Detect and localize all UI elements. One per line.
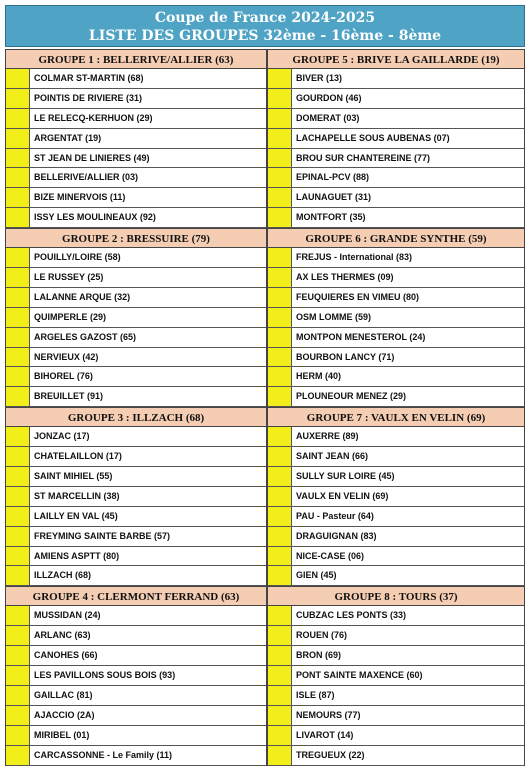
team-swatch [268,328,292,347]
team-name: MIRIBEL (01) [34,729,90,740]
team-row [6,208,266,228]
group-table [5,407,267,586]
team-row [6,348,266,368]
team-row [268,168,524,188]
team-row [6,367,266,387]
team-name: BIVER (13) [296,73,343,83]
document-header [5,5,525,47]
team-swatch [268,109,292,128]
team-row [268,69,524,89]
team-row [6,188,266,208]
team-name: AUXERRE (89) [296,431,359,442]
team-swatch [268,308,292,327]
team-name: BRON (69) [296,650,342,661]
team-swatch [6,129,30,148]
team-row [6,89,266,109]
groups-grid [5,49,525,766]
team-row [6,746,266,766]
team-swatch [268,149,292,168]
team-swatch [6,308,30,327]
group-title: GROUPE 8 : TOURS (37) [268,586,524,606]
team-swatch [268,268,292,287]
team-swatch [6,69,30,88]
team-row [268,89,524,109]
team-row [268,566,524,586]
team-swatch [268,248,292,267]
team-name: HERM (40) [296,371,342,382]
team-swatch [6,507,30,526]
team-swatch [268,507,292,526]
team-swatch [268,467,292,486]
team-swatch [6,487,30,506]
team-swatch [6,566,30,585]
team-swatch [268,89,292,108]
team-swatch [268,606,292,625]
team-name: POUILLY/LOIRE (58) [34,252,121,263]
team-name: LACHAPELLE SOUS AUBENAS (07) [296,132,450,143]
team-name: ARGENTAT (19) [34,132,102,143]
group-title: GROUPE 5 : BRIVE LA GAILLARDE (19) [268,49,524,69]
team-row [268,208,524,228]
team-swatch [268,208,292,227]
group-title: GROUPE 6 : GRANDE SYNTHE (59) [268,228,524,248]
team-swatch [268,566,292,585]
team-name: MUSSIDAN (24) [34,610,101,621]
team-row [268,626,524,646]
team-name: DRAGUIGNAN (83) [296,530,377,541]
team-name: SAINT MIHIEL (55) [34,471,113,482]
team-row [6,507,266,527]
team-row [268,447,524,467]
team-name: GOURDON (46) [296,92,362,103]
team-swatch [6,168,30,187]
team-row [268,149,524,169]
team-swatch [268,288,292,307]
team-name: LE RUSSEY (25) [34,272,104,283]
team-name: MONTFORT (35) [296,212,366,223]
team-row [6,288,266,308]
group-table [5,586,267,765]
team-name: SULLY SUR LOIRE (45) [296,471,395,482]
team-row [6,308,266,328]
team-swatch [6,427,30,446]
team-swatch [6,606,30,625]
team-row [6,168,266,188]
team-swatch [6,149,30,168]
team-swatch [268,348,292,367]
team-name: JONZAC (17) [34,431,90,442]
team-row [6,447,266,467]
team-name: GAILLAC (81) [34,689,93,700]
team-row [6,248,266,268]
team-swatch [6,706,30,725]
team-swatch [6,367,30,386]
team-name: FEUQUIERES EN VIMEU (80) [296,291,420,302]
team-swatch [268,666,292,685]
team-row [268,188,524,208]
team-name: CUBZAC LES PONTS (33) [296,610,407,621]
team-name: BOURBON LANCY (71) [296,351,395,362]
team-name: OSM LOMME (59) [296,311,372,322]
team-swatch [6,646,30,665]
team-swatch [268,367,292,386]
team-row [6,467,266,487]
team-row [268,427,524,447]
team-name: BELLERIVE/ALLIER (03) [34,172,139,183]
group-table [267,586,525,765]
team-swatch [6,387,30,406]
team-swatch [6,328,30,347]
team-name: MONTPON MENESTEROL (24) [296,331,426,342]
team-name: ST JEAN DE LINIERES (49) [34,152,150,163]
team-name: NEMOURS (77) [296,709,361,720]
team-row [268,686,524,706]
group-title: GROUPE 4 : CLERMONT FERRAND (63) [6,586,266,606]
team-swatch [6,726,30,745]
team-name: ST MARCELLIN (38) [34,490,120,501]
team-name: PAU - Pasteur (64) [296,510,374,521]
team-swatch [6,248,30,267]
team-swatch [268,188,292,207]
team-name: ILLZACH (68) [34,570,91,581]
team-row [268,487,524,507]
team-name: GIEN (45) [296,570,337,581]
team-swatch [268,527,292,546]
team-swatch [6,447,30,466]
team-name: COLMAR ST-MARTIN (68) [34,73,144,83]
team-row [6,626,266,646]
team-row [6,547,266,567]
team-row [6,646,266,666]
team-swatch [268,69,292,88]
team-row [6,566,266,586]
team-swatch [268,686,292,705]
team-swatch [268,646,292,665]
team-row [268,606,524,626]
team-row [6,686,266,706]
team-name: SAINT JEAN (66) [296,451,369,462]
team-row [268,527,524,547]
group-table [267,407,525,586]
team-name: LES PAVILLONS SOUS BOIS (93) [34,670,176,681]
team-name: NICE-CASE (06) [296,550,365,561]
group-title: GROUPE 2 : BRESSUIRE (79) [6,228,266,248]
team-swatch [6,109,30,128]
team-name: POINTIS DE RIVIERE (31) [34,92,143,103]
group-table [267,49,525,228]
team-name: LAUNAGUET (31) [296,192,372,203]
team-name: VAULX EN VELIN (69) [296,490,389,501]
team-name: PONT SAINTE MAXENCE (60) [296,670,423,681]
team-name: AMIENS ASPTT (80) [34,550,120,561]
team-swatch [6,467,30,486]
team-swatch [6,208,30,227]
team-swatch [268,387,292,406]
team-row [6,706,266,726]
group-title: GROUPE 7 : VAULX EN VELIN (69) [268,407,524,427]
team-swatch [268,427,292,446]
team-name: BIZE MINERVOIS (11) [34,192,126,203]
team-name: PLOUNEOUR MENEZ (29) [296,391,407,402]
team-row [268,467,524,487]
team-name: DOMERAT (03) [296,112,360,123]
team-row [268,706,524,726]
team-row [268,348,524,368]
team-row [268,387,524,407]
team-row [6,387,266,407]
team-swatch [6,547,30,566]
team-row [6,666,266,686]
team-row [268,746,524,766]
team-name: LAILLY EN VAL (45) [34,510,118,521]
team-name: ARGELES GAZOST (65) [34,331,137,342]
team-swatch [6,348,30,367]
team-swatch [268,626,292,645]
team-name: TREGUEUX (22) [296,749,365,760]
team-name: AJACCIO (2A) [34,709,95,720]
team-name: EPINAL-PCV (88) [296,172,370,183]
team-row [268,666,524,686]
team-swatch [268,447,292,466]
team-name: AX LES THERMES (09) [296,272,394,283]
team-swatch [268,746,292,765]
team-name: ARLANC (63) [34,630,91,641]
team-name: NERVIEUX (42) [34,351,99,362]
team-row [6,527,266,547]
team-swatch [6,686,30,705]
team-name: FREJUS - International (83) [296,252,413,263]
team-name: ROUEN (76) [296,630,348,641]
team-name: BROU SUR CHANTEREINE (77) [296,152,431,163]
team-row [6,427,266,447]
team-swatch [6,626,30,645]
team-swatch [6,288,30,307]
team-row [268,288,524,308]
team-name: LE RELECQ-KERHUON (29) [34,112,153,123]
team-swatch [6,746,30,765]
team-swatch [268,547,292,566]
team-row [268,726,524,746]
team-name: LIVAROT (14) [296,729,354,740]
team-swatch [268,706,292,725]
team-swatch [6,188,30,207]
team-row [268,268,524,288]
team-row [268,646,524,666]
document-subtitle: LISTE DES GROUPES 32ème - 16ème - 8ème [88,28,442,44]
team-row [6,606,266,626]
team-swatch [6,666,30,685]
team-name: ISLE (87) [296,689,335,700]
team-name: ISSY LES MOULINEAUX (92) [34,212,156,223]
team-swatch [6,89,30,108]
team-row [6,328,266,348]
team-row [6,487,266,507]
team-name: CHATELAILLON (17) [34,451,122,462]
document-title: Coupe de France 2024-2025 [154,10,376,26]
team-name: CARCASSONNE - Le Family (11) [34,749,173,760]
group-title: GROUPE 1 : BELLERIVE/ALLIER (63) [6,49,266,69]
team-swatch [268,726,292,745]
group-title: GROUPE 3 : ILLZACH (68) [6,407,266,427]
team-swatch [6,527,30,546]
team-row [268,129,524,149]
team-swatch [268,129,292,148]
team-row [268,507,524,527]
team-row [268,308,524,328]
team-name: CANOHES (66) [34,650,98,661]
team-name: FREYMING SAINTE BARBE (57) [34,530,171,541]
group-table [5,228,267,407]
team-row [6,109,266,129]
team-row [268,109,524,129]
team-swatch [268,168,292,187]
team-row [6,69,266,89]
team-row [6,129,266,149]
team-row [6,268,266,288]
group-table [5,49,267,228]
team-swatch [6,268,30,287]
team-row [6,726,266,746]
team-row [268,328,524,348]
team-name: LALANNE ARQUE (32) [34,291,131,302]
team-name: BIHOREL (76) [34,371,93,382]
group-table [267,228,525,407]
team-name: QUIMPERLE (29) [34,311,107,322]
team-row [6,149,266,169]
team-swatch [268,487,292,506]
team-row [268,248,524,268]
team-row [268,547,524,567]
team-name: BREUILLET (91) [34,391,104,402]
team-row [268,367,524,387]
